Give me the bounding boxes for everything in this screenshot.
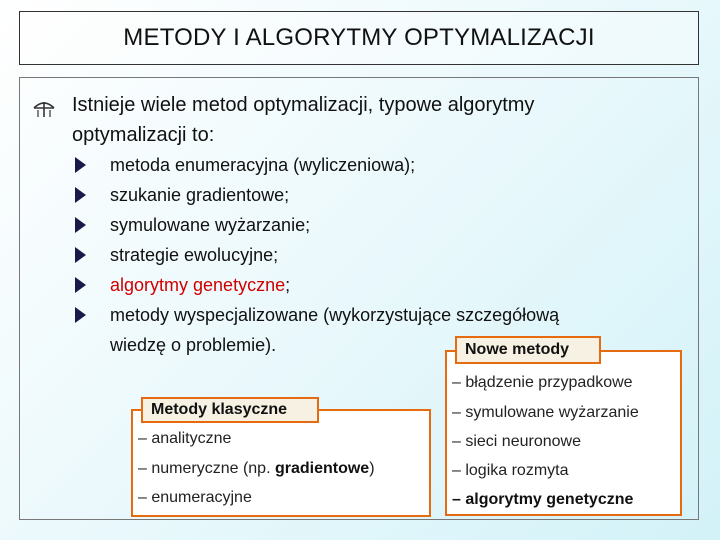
- new-item-sieci: – sieci neuronowe: [452, 433, 581, 450]
- triangle-bullet-icon: [75, 187, 86, 203]
- new-item-bladzenie: – błądzenie przypadkowe: [452, 374, 633, 391]
- page-title: METODY I ALGORYTMY OPTYMALIZACJI: [123, 24, 595, 51]
- triangle-bullet-icon: [75, 247, 86, 263]
- list-item: metody wyspecjalizowane (wykorzystujące szczegółową wiedzę o problemie).: [75, 300, 695, 360]
- list-item: metoda enumeracyjna (wyliczeniowa);: [75, 150, 695, 180]
- intro-text: [72, 90, 672, 150]
- title-box: [19, 11, 699, 65]
- classic-item-enumeracyjne: – enumeracyjne: [138, 489, 252, 506]
- triangle-bullet-icon: [75, 157, 86, 173]
- list-item: symulowane wyżarzanie;: [75, 210, 695, 240]
- intro-line-1: Istnieje wiele metod optymalizacji, typowe algorytmy: [72, 94, 535, 116]
- triangle-bullet-icon: [75, 217, 86, 233]
- triangle-bullet-icon: [75, 307, 86, 323]
- new-methods-title: Nowe metody: [455, 336, 601, 364]
- methods-list: [75, 150, 695, 360]
- new-item-genetyczne: – algorytmy genetyczne: [452, 491, 634, 508]
- list-item-highlighted: algorytmy genetyczne;: [75, 270, 695, 300]
- intro-line-2: optymalizacji to:: [72, 124, 215, 146]
- classic-item-numeryczne: – numeryczne (np. gradientowe): [138, 460, 375, 477]
- triangle-bullet-icon: [75, 277, 86, 293]
- new-item-wyzarzanie: – symulowane wyżarzanie: [452, 404, 639, 421]
- classic-methods-title: Metody klasyczne: [141, 397, 319, 423]
- list-item: szukanie gradientowe;: [75, 180, 695, 210]
- classic-item-analityczne: – analityczne: [138, 430, 232, 447]
- list-item: strategie ewolucyjne;: [75, 240, 695, 270]
- new-item-logika: – logika rozmyta: [452, 462, 569, 479]
- bullet-icon: [30, 98, 58, 118]
